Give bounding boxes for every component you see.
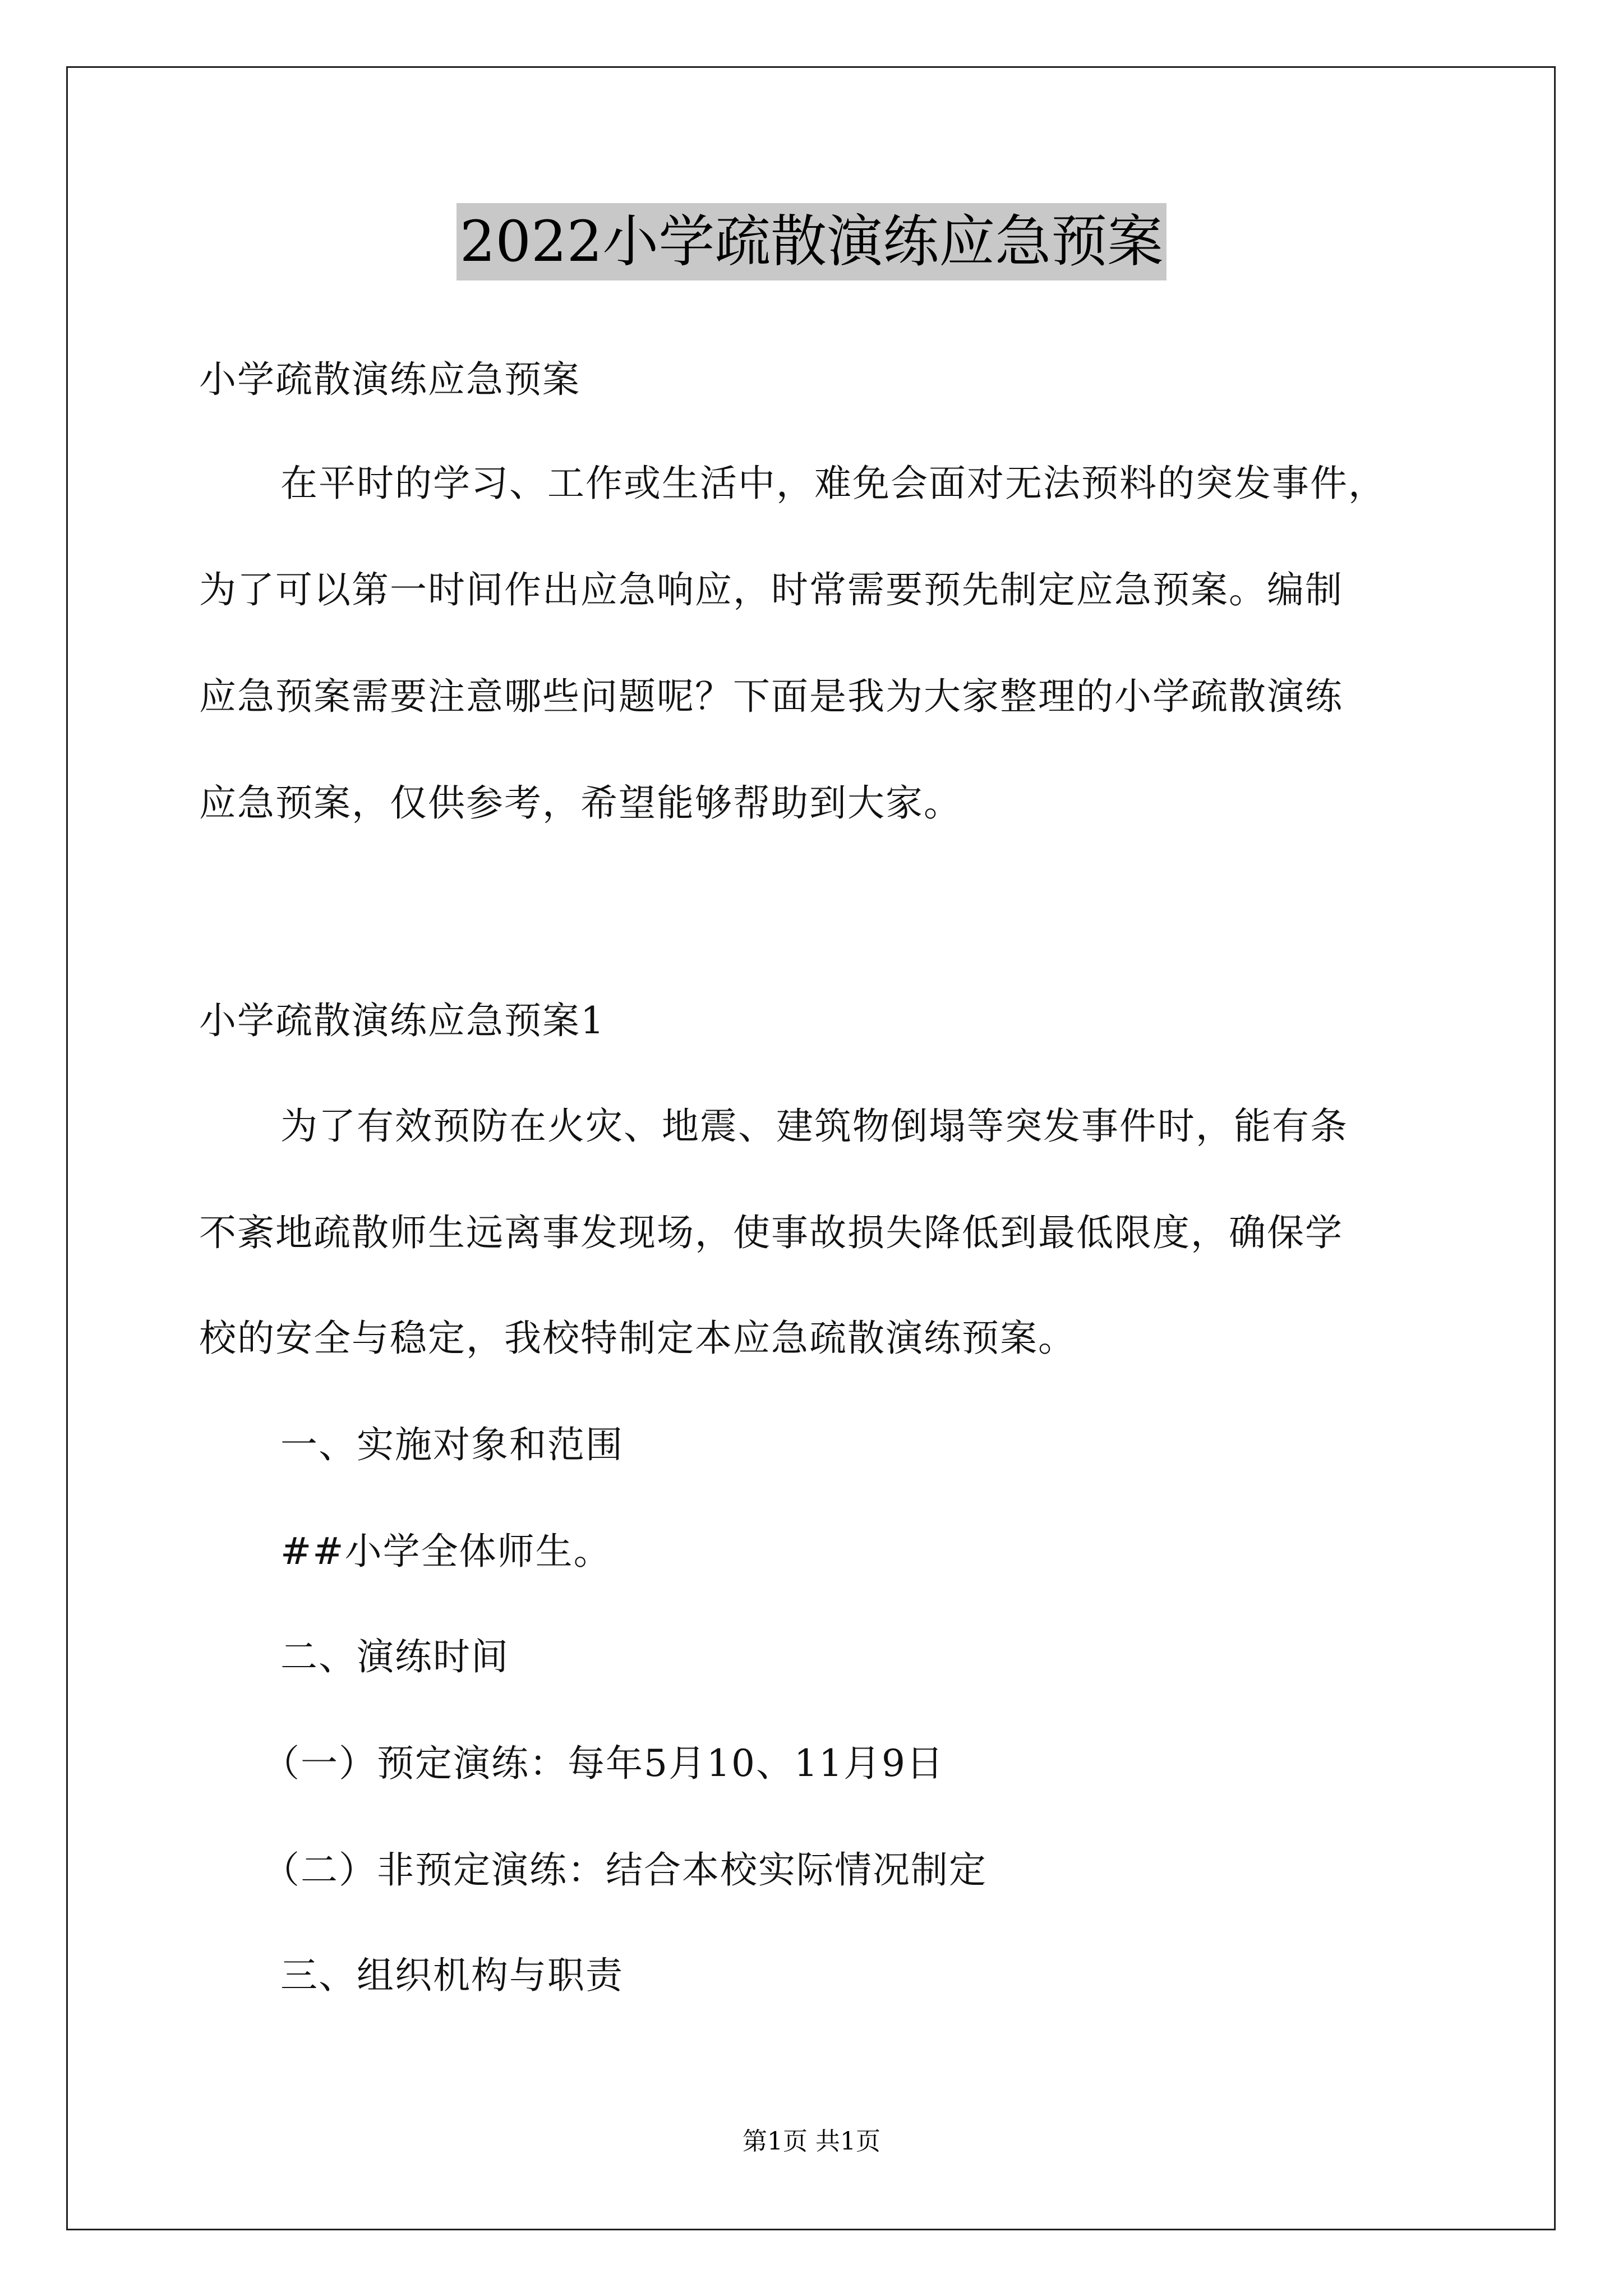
item3-heading: 三、组织机构与职责 xyxy=(280,1954,624,1997)
intro-line-4: 应急预案，仅供参考，希望能够帮助到大家。 xyxy=(199,781,962,825)
page-footer: 第1页 共1页 xyxy=(743,2127,880,2156)
section1-heading: 小学疏散演练应急预案1 xyxy=(199,999,605,1042)
item2-heading: 二、演练时间 xyxy=(280,1635,509,1678)
section1-line-1: 为了有效预防在火灾、地震、建筑物倒塌等突发事件时，能有条 xyxy=(280,1105,1348,1148)
item2-sub2: （二）非预定演练：结合本校实际情况制定 xyxy=(262,1848,987,1892)
section1-line-3: 校的安全与稳定，我校特制定本应急疏散演练预案。 xyxy=(199,1317,1076,1360)
title-container xyxy=(0,203,1623,280)
item2-sub1: （一）预定演练：每年5月10、11月9日 xyxy=(262,1742,944,1785)
intro-line-1: 在平时的学习、工作或生活中，难免会面对无法预料的突发事件， xyxy=(280,462,1386,505)
document-title: 2022小学疏散演练应急预案 xyxy=(457,203,1167,280)
section1-line-2: 不紊地疏散师生远离事发现场，使事故损失降低到最低限度，确保学 xyxy=(199,1211,1343,1254)
intro-line-3: 应急预案需要注意哪些问题呢？下面是我为大家整理的小学疏散演练 xyxy=(199,675,1343,718)
intro-line-2: 为了可以第一时间作出应急响应，时常需要预先制定应急预案。编制 xyxy=(199,568,1343,611)
intro-heading: 小学疏散演练应急预案 xyxy=(199,358,580,401)
item1-text: ##小学全体师生。 xyxy=(280,1530,612,1573)
item1-heading: 一、实施对象和范围 xyxy=(280,1423,624,1466)
